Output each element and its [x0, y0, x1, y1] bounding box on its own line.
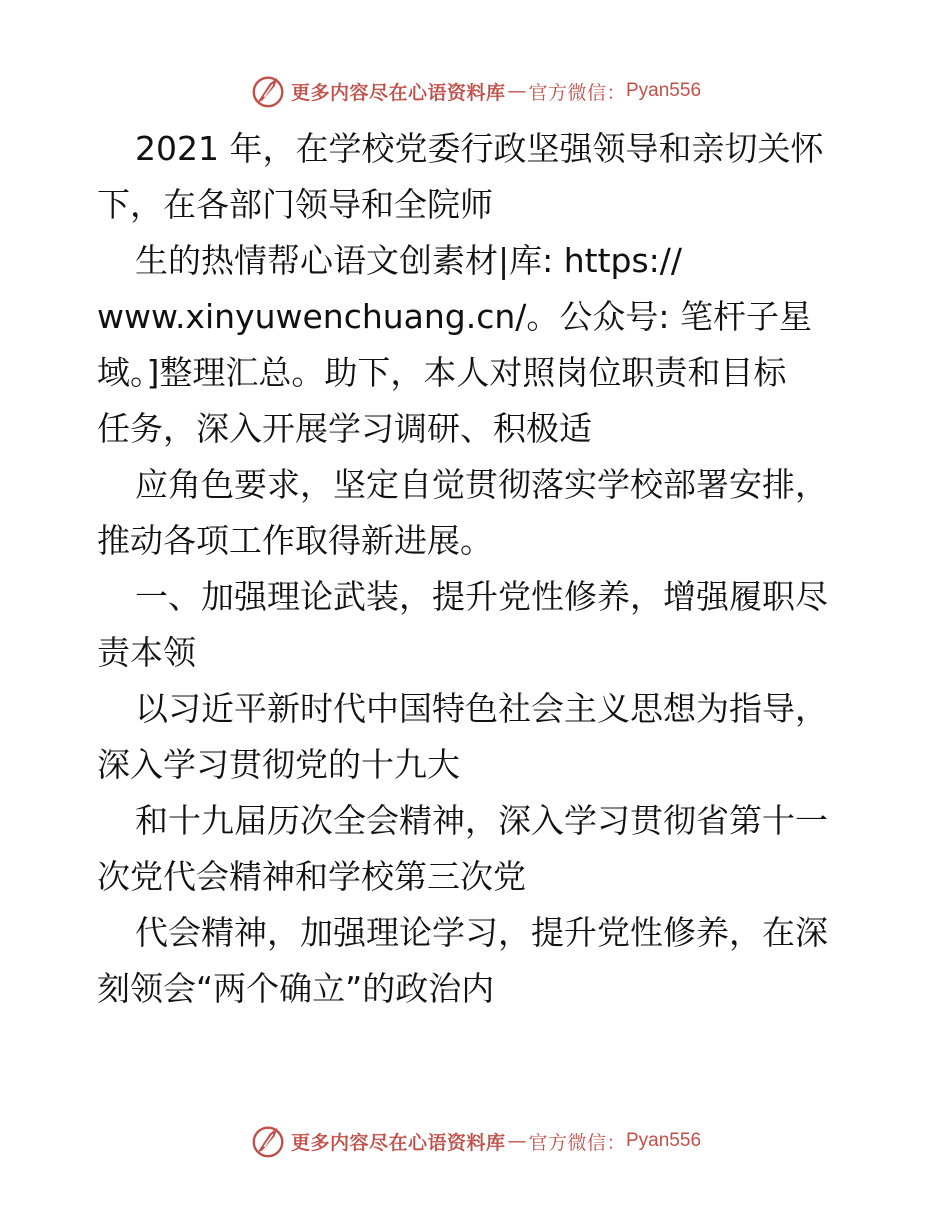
quill-pen-logo-icon — [249, 1122, 287, 1160]
banner-contact-label: 官方微信： — [528, 1131, 626, 1154]
text-line-2: 下，在各部门领导和全院师 — [97, 185, 493, 224]
banner-dash: — — [507, 80, 527, 102]
text-line-5: 域。]整理汇总。助下，本人对照岗位职责和目标 — [97, 353, 787, 392]
text-line-3: 生的热情帮心语文创素材|库: https:// — [135, 241, 683, 280]
text-line-11: 以习近平新时代中国特色社会主义思想为指导， — [135, 689, 828, 728]
text-line-1: 2021 年，在学校党委行政坚强领导和亲切关怀 — [135, 129, 824, 168]
banner-title: 更多内容尽在心语资料库 — [290, 81, 506, 104]
header-watermark-banner — [0, 71, 950, 111]
banner-dash: — — [507, 1130, 527, 1152]
text-line-7: 应角色要求，坚定自觉贯彻落实学校部署安排， — [135, 465, 828, 504]
text-line-8: 推动各项工作取得新进展。 — [97, 521, 493, 560]
banner-title: 更多内容尽在心语资料库 — [290, 1131, 506, 1154]
section-heading-1-cont: 责本领 — [97, 633, 196, 672]
text-line-16: 刻领会“两个确立”的政治内 — [97, 969, 495, 1008]
banner-contact-id: Pyan556 — [626, 1130, 702, 1151]
banner-contact-label: 官方微信： — [528, 81, 626, 104]
section-heading-1: 一、加强理论武装，提升党性修养，增强履职尽 — [135, 577, 828, 616]
footer-watermark-banner — [0, 1121, 950, 1161]
text-line-4: www.xinyuwenchuang.cn/。公众号: 笔杆子星 — [97, 297, 813, 336]
text-line-12: 深入学习贯彻党的十九大 — [97, 745, 460, 784]
text-line-15: 代会精神，加强理论学习，提升党性修养，在深 — [135, 913, 828, 952]
text-line-6: 任务，深入开展学习调研、积极适 — [97, 409, 592, 448]
banner-contact-id: Pyan556 — [626, 80, 702, 101]
quill-pen-logo-icon — [249, 72, 287, 110]
text-line-14: 次党代会精神和学校第三次党 — [97, 857, 526, 896]
document-body — [97, 121, 877, 1017]
text-line-13: 和十九届历次全会精神，深入学习贯彻省第十一 — [135, 801, 828, 840]
